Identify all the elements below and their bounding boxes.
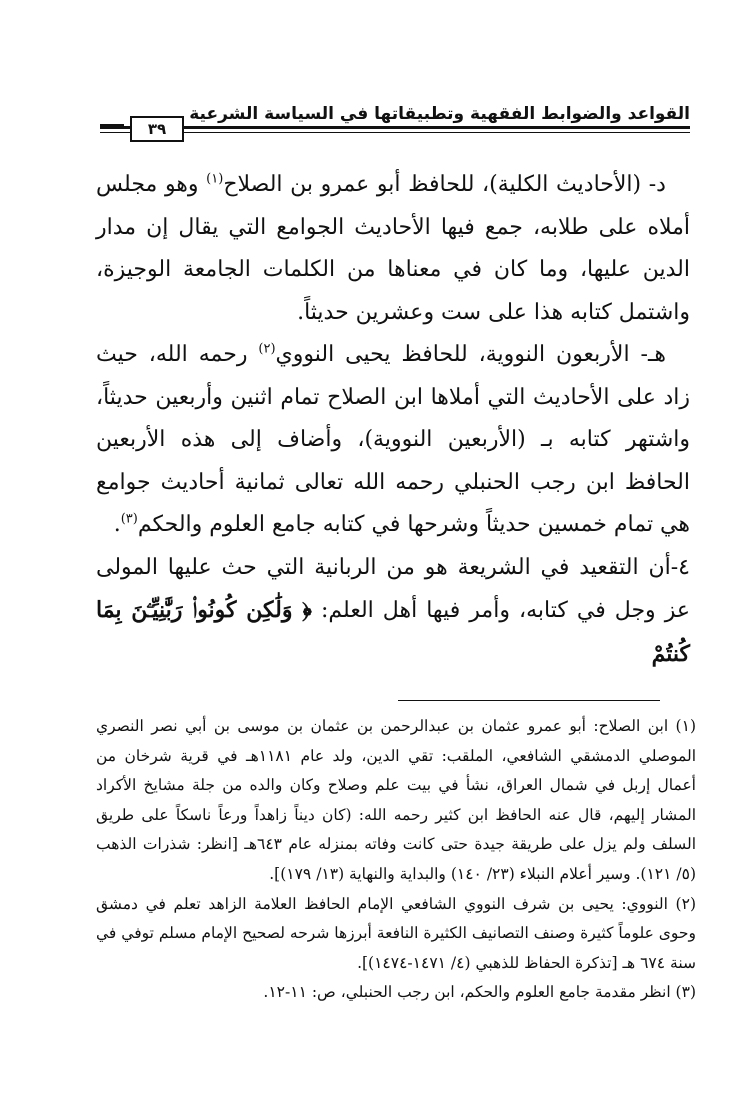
footnote-ref-1[interactable]: (١): [206, 171, 224, 187]
footnote-2: (٢) النووي: يحيى بن شرف النووي الشافعي الإمام الحافظ العلامة الزاهد تعلم في دمشق وحوى علوماً كثيرة وصنف التصانيف الكثيرة النافعة أبرزها شرحه لصحيح الإمام مسلم توفي في سنة ٦٧٤ هـ [تذكرة الحفاظ للذهبي (٤/ ١٤٧١-١٤٧٤)].: [96, 894, 696, 972]
header-rule-thin: [100, 132, 690, 133]
running-header: [100, 104, 690, 142]
quran-verse: ﴿ وَلَٰكِن كُونُوا۟ رَبَّٰنِيِّـۧنَ بِمَا كُنتُمْ: [96, 597, 690, 667]
paragraph-4: [96, 547, 690, 677]
page-number: ٣٩: [130, 116, 184, 142]
paragraph-h-end: .: [113, 512, 121, 537]
paragraph-h-text: هـ- الأربعون النووية، للحافظ يحيى النووي: [275, 342, 666, 367]
main-text: [96, 164, 690, 676]
paragraph-h-rest: رحمه الله، حيث زاد على الأحاديث التي أملاها ابن الصلاح تمام اثنين وأربعين حديثاً، واشتهر كتابه بـ (الأربعين النووية)، وأضاف إلى هذه الأربعين الحافظ ابن رجب الحنبلي رحمه الله تعالى ثمانية أحاديث جوامع هي تمام خمسين حديثاً وشرحها في كتابه جامع العلوم والحكم: [96, 342, 690, 537]
paragraph-4-text: ٤-أن التقعيد في الشريعة هو من الربانية التي حث عليها المولى عز وجل في كتابه، وأمر فيها أهل العلم:: [96, 554, 690, 623]
footnotes: [96, 712, 696, 1008]
footnote-1: (١) ابن الصلاح: أبو عمرو عثمان بن عبدالرحمن بن عثمان بن موسى بن أبي نصر النصري الموصلي الدمشقي الشافعي، الملقب: تقي الدين، ولد عام ١١٨١هـ في قرية شرخان من أعمال إربل في شمال العراق، نشأ في بيت علم وصلاح وكان والده من جلة مشايخ الأكراد المشار إليهم، قال عنه الحافظ ابن كثير رحمه الله: (كان ديناً زاهداً ورعاً ناسكاً على طريق السلف ولم يزل على طريقة جيدة حتى كانت وفاته بمنزله عام ٦٤٣هـ [انظر: شذرات الذهب (٥/ ١٢١). وسير أعلام النبلاء (٢٣/ ١٤٠) والبداية والنهاية (١٣/ ١٧٩)].: [96, 717, 697, 883]
header-rule: [100, 126, 690, 129]
header-dash: [100, 124, 124, 128]
header-title: القواعد والضوابط الفقهية وتطبيقاتها في السياسة الشرعية: [189, 104, 690, 124]
footnote-ref-2[interactable]: (٢): [258, 341, 276, 357]
footnote-ref-3[interactable]: (٣): [120, 511, 138, 527]
paragraph-d-text: د- (الأحاديث الكلية)، للحافظ أبو عمرو بن الصلاح: [223, 172, 666, 197]
paragraph-d-rest: وهو مجلس أملاه على طلابه، جمع فيها الأحاديث الجوامع التي يقال إن مدار الدين عليها، وما كان في معناها من الكلمات الجامعة الوجيزة، واشتمل كتابه هذا على ست وعشرين حديثاً.: [96, 172, 691, 325]
footnote-separator: [398, 700, 660, 701]
paragraph-h: [96, 334, 690, 547]
footnote-3: (٣) انظر مقدمة جامع العلوم والحكم، ابن رجب الحنبلي، ص: ١١-١٢.: [263, 983, 696, 1002]
paragraph-d: [96, 164, 690, 334]
